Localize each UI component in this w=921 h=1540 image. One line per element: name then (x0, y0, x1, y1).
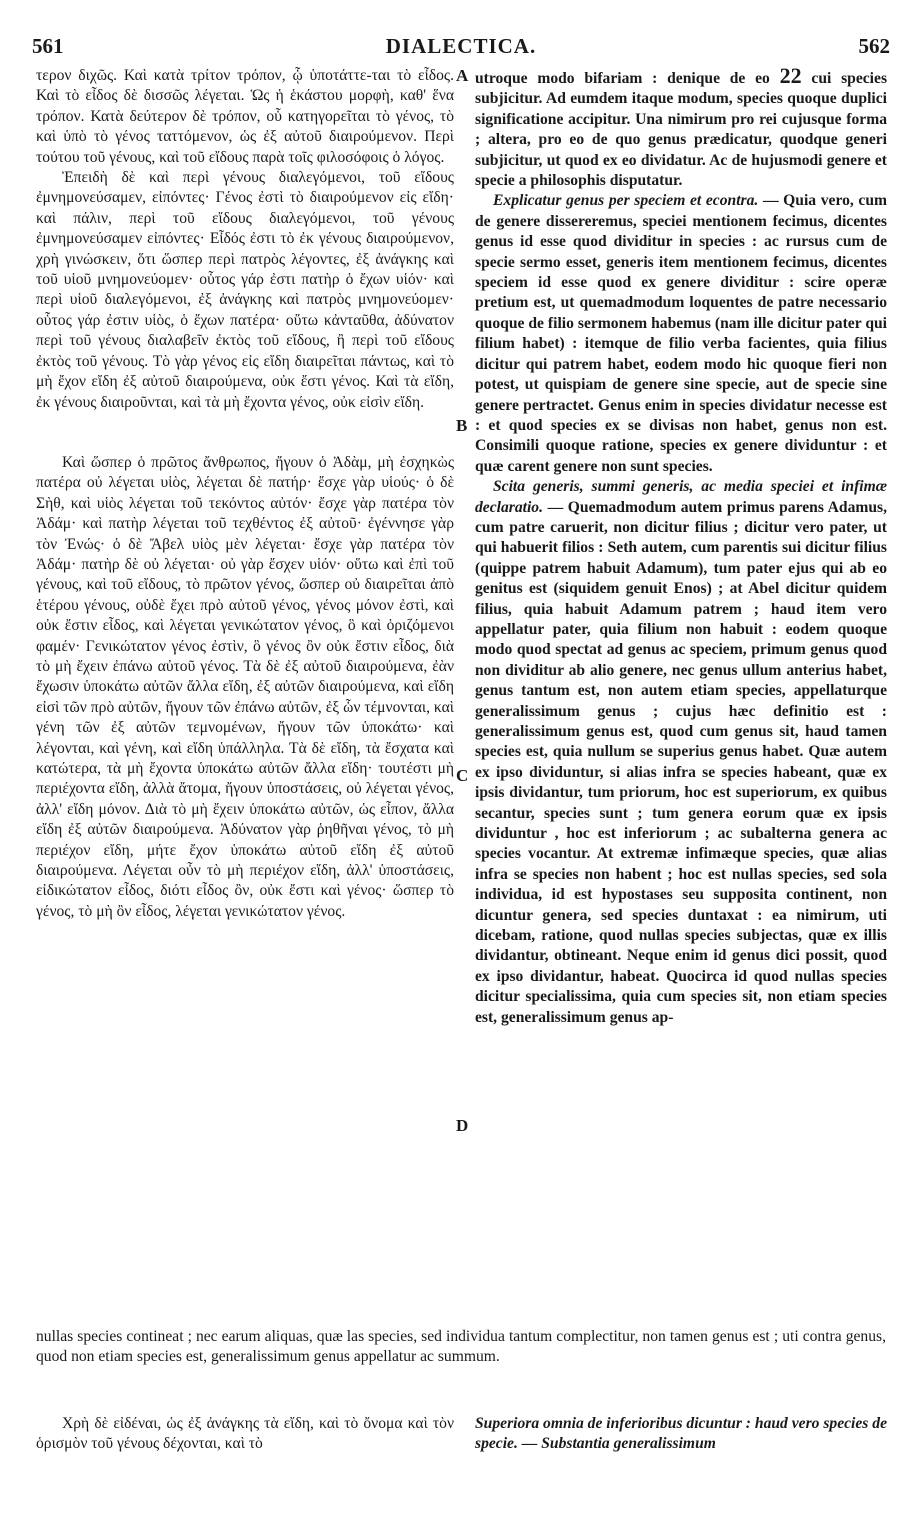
latin-paragraph-3-body: — Quemadmodum autem primus parens Adamus, cum patre caruerit, non dicitur filius ; dicitur vero pater, ut qui habuerit filios : Seth autem, cum parentis sui dicitur filius (quippe patrem habuit Adamum), tum pater ejus qui ab eo genitus est (siquidem genuit Enos) ; at Abel dicitur quidem filius, quia habuit Adamum patrem ; haud item vero appellatur pater, quia filium non habuit : eodem quoque modo quod spectat ad genus ac speciem, primum genus quod non dividitur ab alio genere, nec genus ullum anterius habet, genus tantum est, non autem etiam species, appellaturque generalissimum genus ; cujus hæc definitio est : generalissimum genus est, quod cum genus sit, haud tamen species est, quia nullum se superius genus habet. Quæ autem ex ipso dividuntur, si alias infra se species habeant, quæ ex ipsis dividantur, tum priorum, hoc est superiorum, ex quibus secantur, species sunt ; tum generа eorum quæ ex ipsis dividuntur , hoc est inferiorum ; ac subalterna genera ac species vocantur. At extremæ infimæque species, quæ alias infra se species non habent ; hoc est nullas species, sed sola individua, id est hypostases seu supposita continent, non dicuntur genera, sed species duntaxat : ea nimirum, uti dicebam, ratione, quod nullas species subjectas, quæ ex illis dividantur, obtineant. Neque enim id genus dici possit, quod ex ipso dividantur, habeat. Quocirca id quod nullas species dicitur specialissima, quia cum species sit, non etiam species est, generalissimum genus ap- (475, 498, 888, 1026)
latin-heading-3: Scita generis, summi generis, ac media speciei et infimæ declaratio. (475, 478, 887, 516)
page-number-left: 561 (32, 34, 64, 58)
margin-marker-d: D (456, 1116, 469, 1135)
column-number: 22 (779, 63, 802, 88)
greek-paragraph-1: τερον διχῶς. Καὶ κατὰ τρίτον τρόπον, ᾧ ὑποτάττε-ται τὸ εἶδος. Καὶ τὸ εἶδος δὲ δισσῶς λέγεται. Ὡς ἡ ἑκάστου μορφὴ, καθ' ἕνα τρόπον. Κατὰ δεύτερον δὲ τρόπον, οὗ κατηγορεῖται τὸ γένος, τὸ καὶ ὑπὸ τὸ γένος ταττόμενον, ὡς ἐξ αὐτοῦ διαιρούμενον. Περὶ τούτου τοῦ γένους, καὶ τοῦ εἴδους παρὰ τοῖς φιλοσόφοις ὁ λόγος. (36, 67, 454, 166)
latin-heading-2: Explicatur genus per speciem et econtra. (493, 192, 759, 210)
greek-paragraph-3: Καὶ ὥσπερ ὁ πρῶτος ἄνθρωπος, ἤγουν ὁ Ἀδὰμ, μὴ ἐσχηκὼς πατέρα οὐ λέγεται υἱὸς, λέγεται δὲ πατήρ· ἔσχε γὰρ υἱούς· ὁ δὲ Σὴθ, καὶ υἱὸς λέγεται τοῦ τεκόντος αὐτόν· ἔσχε γὰρ πατέρα τὸν Ἀδάμ· καὶ πατὴρ λέγεται τοῦ τεχθέντος ἐξ αὐτοῦ· ἐγέννησε γὰρ τὸν Ἐνώς· ὁ δὲ Ἄβελ υἱὸς μὲν λέγεται· ἔσχε γὰρ πατέρα τὸν Ἀδάμ· πατὴρ δὲ οὐ λέγεται· οὐ γὰρ ἔσχεν υἱόν· οὕτω καὶ ἐπὶ τοῦ γένους, καὶ τοῦ εἴδους, τὸ πρῶτον γένος, ὥσπερ οὐ διαιρεῖται ἀπὸ ἑτέρου γένους, οὐδὲ ἔχει πρὸ αὐτοῦ γένος, γένος μόνον ἐστὶ, καὶ οὐκ ἔστιν εἶδος, καὶ λέγεται γενικώτατον γένος, ὃ καὶ ὁριζόμενοι φαμέν· Γενικώτατον γένος ἐστὶν, ὃ γένος ὂν οὐκ ἔστιν εἶδος, διὰ τὸ μὴ ἔχειν ἐπάνω αὐτοῦ γένος. Τὰ δὲ ἐξ αὐτοῦ διαιρούμενα, ἐὰν ἔχωσιν ὑποκάτω αὐτῶν ἄλλα εἴδη, ἐξ αὐτῶν διαιρούμενα, καὶ εἴδη εἰσὶ τῶν πρὸ αὐτῶν, ἤγουν τῶν ἐπάνω αὐτῶν, ἐξ ὧν τέμνονται, καὶ γένη τῶν ἐξ αὐτῶν τεμνομένων, ἤγουν τῶν ὑποκάτω· καὶ λέγονται, καὶ γένη, καὶ εἴδη ὑπάλληλα. Τὰ δὲ εἴδη, τὰ ἔσχατα καὶ κατώτερα, τὰ μὴ ἔχοντα ὑποκάτω αὐτῶν ἄλλα εἴδη· τουτέστι μὴ περιέχοντα εἴδη, ἀλλὰ ἄτομα, ἤγουν ὑποστάσεις, οὐ λέγεται γένος, ἀλλ' εἴδη μόνον. Διὰ τὸ μὴ ἔχειν ὑποκάτω αὐτῶν, ὡς εἶπον, ἄλλα εἴδη ἐξ αὐτῶν διαιρούμενα. Ἀδύνατον γὰρ ῥηθῆναι γένος, τὸ μὴ περιέχον εἴδη, μήτε ἔχον ὑποκάτω αὐτοῦ εἴδη ἐξ αὐτοῦ διαιρούμενα. Λέγεται οὖν τὸ μὴ περιέχον εἴδη, ἀλλ' ὑποστάσεις, εἰδικώτατον εἶδος, διότι εἶδος ὂν, οὐκ ἔστι καὶ γένος· ὥσπερ τὸ γένος, τὸ μὴ ὂν εἶδος, λέγεται γενικώτατον γένος. (36, 453, 454, 920)
page-header (32, 30, 890, 64)
latin-column (475, 63, 888, 1028)
running-title: DIALECTICA. (385, 34, 537, 58)
page-number-right: 562 (858, 34, 890, 58)
greek-paragraph-4: Χρὴ δὲ εἰδέναι, ὡς ἐξ ἀνάγκης τὰ εἴδη, καὶ τὸ ὄνομα καὶ τὸν ὁρισμὸν τοῦ γένους δέχονται, καὶ τὸ (36, 1415, 454, 1453)
latin-heading-4: Superiora omnia de inferioribus dicuntur : haud vero species de specie. — Substantia generalissimum (475, 1415, 887, 1453)
latin-paragraph-1-end: cui species subjicitur. Ad eumdem itaque modum, species quoque duplici significatione accipitur. Una nimirum pro rei cujusque forma ; altera, pro eo de quo genus prædicatur, quodque generi subjicitur, ut quod ex eo dividatur. Ac de hujusmodi genere et specie a philosophis disputatur. (475, 70, 888, 190)
margin-marker-a: A (456, 66, 469, 85)
latin-paragraph-2 (475, 191, 887, 477)
margin-marker-c: C (456, 766, 469, 785)
latin-paragraph-2-body: — Quia vero, cum de genere dissereremus, speciei mentionem fecimus, dicentes genus id esse quod dividitur in species : ac rursus cum de specie sermo esset, generis item mentionem fecimus, dicentes speciem id esse quod ex genere dividitur : scire operæ pretium est, ut quemadmodum loquentes de patre necessario quoque de filio sermonem habemus (nam ille dicitur pater qui filium habet) : itemque de filio verba facientes, quia filius dicitur qui patrem habet, eodem modo hic quoque fieri non potest, ut quispiam de genere sine specie, aut de specie sine genere pertractet. Genus enim in species dividatur necesse est : et quod species ex se divisas non habet, genus non est. Consimili quoque ratione, species ex genere dividuntur : et quæ carent genere non sunt species. (475, 192, 887, 475)
margin-marker-b: B (456, 416, 468, 435)
latin-paragraph-3 (475, 477, 887, 1028)
latin-paragraph-1 (475, 63, 888, 191)
greek-column (36, 66, 454, 922)
latin-paragraph-1-start: utroque modo bifariam : denique de eo (475, 70, 770, 87)
greek-paragraph-2: Ἐπειδὴ δὲ καὶ περὶ γένους διαλεγόμενοι, τοῦ εἴδους ἐμνημονεύσαμεν, εἰπόντες· Γένος ἐστὶ τὸ διαιρούμενον εἰς εἴδη· καὶ πάλιν, περὶ τοῦ εἴδους διαλεγόμενοι, τοῦ γένους ἐμνημονεύσαμεν εἰπόντες· Εἶδός ἐστι τὸ ἐκ γένους διαιρούμενον, χρὴ γινώσκειν, ὅτι ὥσπερ περὶ πατρὸς λέγοντες, ἐξ ἀνάγκης καὶ τοῦ υἱοῦ μνημονεύομεν· οὗτος γάρ ἐστι πατὴρ ὁ ἔχων υἱόν· καὶ περὶ υἱοῦ διαλεγόμενοι, ἐξ ἀνάγκης καὶ πατρὸς μνημονεύομεν· οὗτος γάρ ἐστιν υἱὸς, ὁ ἔχων πατέρα· οὕτω κἀνταῦθα, ἀδύνατον περὶ τοῦ γένους διαλαβεῖν ἐκτὸς τοῦ εἴδους, ἢ περὶ τοῦ εἴδους ἐκτὸς τοῦ γένους. Τὸ γὰρ γένος εἰς εἴδη διαιρεῖται πάντως, καὶ τὸ μὴ ἔχον εἴδη ἐξ αὐτοῦ διαιρούμενα, οὐκ ἔστι γένος. Καὶ τὰ εἴδη, ἐκ γένους διαιροῦνται, καὶ τὰ μὴ ἔχοντα γένος, οὐκ εἰσὶν εἴδη. (36, 169, 454, 411)
latin-continuation: nullas species contineat ; nec earum aliquas, quæ las species, sed individua tantum complectitur, non tamen genus est ; uti contra genus, quod non etiam species est, generalissimum genus appellatur ac summum. (36, 1328, 886, 1366)
